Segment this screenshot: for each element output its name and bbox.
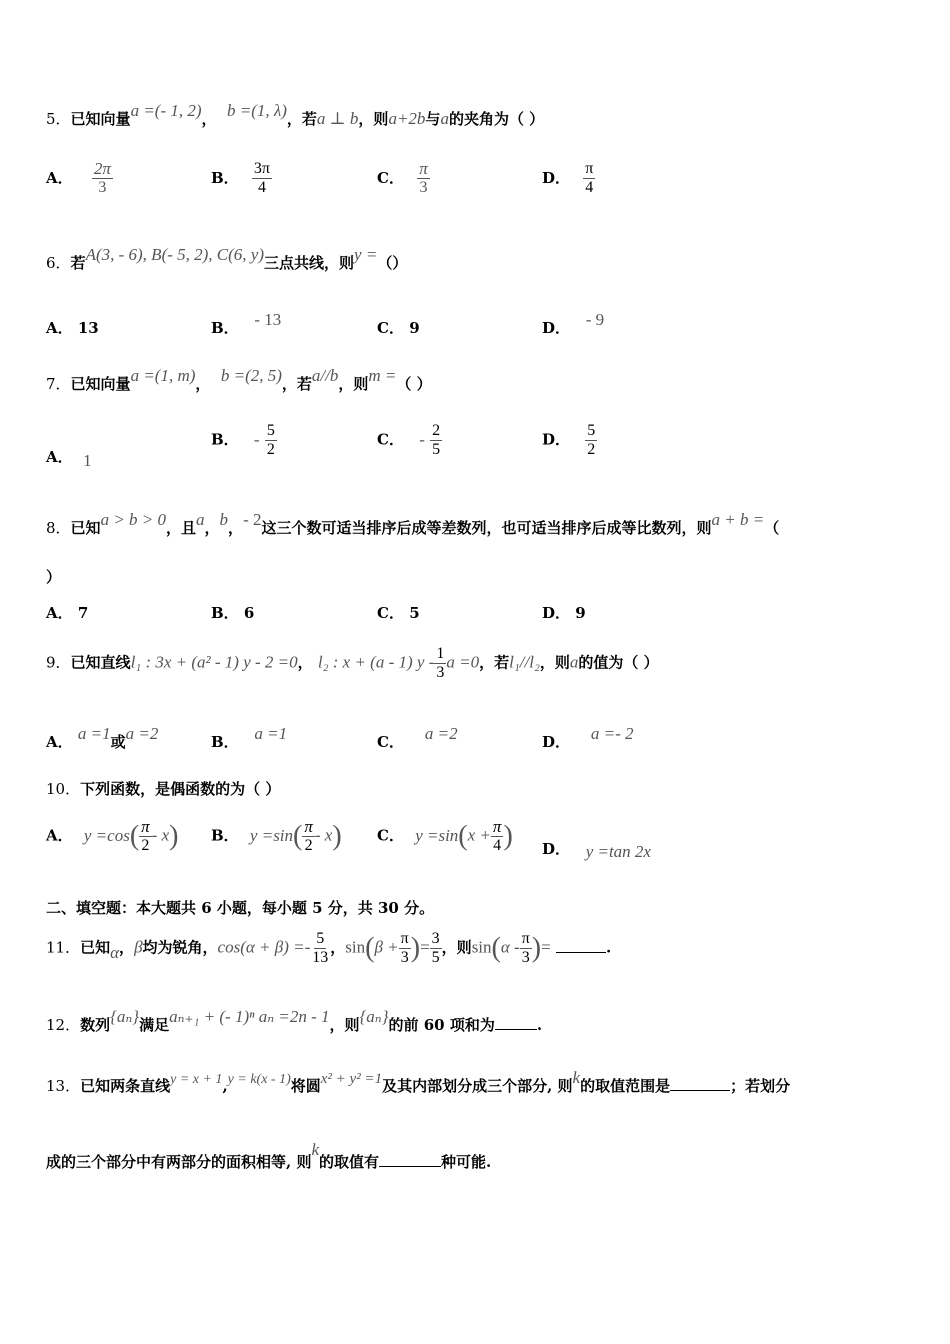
- q9-option-a[interactable]: A． a =1或a =2: [46, 724, 159, 751]
- question-number: 11．: [46, 938, 81, 957]
- q8-option-b[interactable]: B． 6: [211, 604, 255, 622]
- question-number: 13．: [46, 1077, 81, 1095]
- q7-option-d[interactable]: D． $\frac{5}{2}$: [542, 422, 596, 458]
- q5-option-a[interactable]: A． $\frac{2\pi}{3}$: [46, 159, 111, 196]
- q6-option-d[interactable]: D． - 9: [542, 310, 605, 337]
- q8-option-a[interactable]: A． 7: [46, 604, 89, 622]
- question-number: 8．: [46, 519, 71, 537]
- question-8: 8．已知a > b > 0，且a，b，- 2这三个数可适当排序后成等差数列，也可适当排序后成等比数列，则a + b =（: [46, 510, 780, 537]
- question-12: 12．数列{aₙ}满足aₙ₊₁ + (- 1)ⁿ aₙ =2n - 1，则{aₙ}的前 60 项和为 .: [46, 1007, 543, 1034]
- q7-option-b[interactable]: B． - $\frac{5}{2}$: [211, 422, 275, 458]
- question-7: 7．已知向量a =(1, m)， b =(2, 5)，若a//b，则m =（ ）: [46, 366, 432, 393]
- vector-b: b =(1, λ): [226, 101, 287, 120]
- question-number: 10．: [46, 780, 81, 798]
- question-13-cont: 成的三个部分中有两部分的面积相等, 则k的取值有 种可能.: [46, 1140, 492, 1171]
- question-13: 13．已知两条直线y = x + 1,y = k(x - 1)将圆x² + y² =1及其内部划分成三个部分, 则k的取值范围是 ；若划分: [46, 1068, 791, 1095]
- answer-blank[interactable]: [670, 1089, 730, 1091]
- question-8-cont: ）: [46, 568, 62, 586]
- question-number: 6．: [46, 254, 71, 272]
- q5-option-b[interactable]: B． $\frac{3\pi}{4}$: [211, 160, 270, 196]
- answer-blank[interactable]: [495, 1028, 537, 1030]
- q6-option-a[interactable]: A． 13: [46, 319, 99, 337]
- q6-option-c[interactable]: C． 9: [377, 319, 420, 337]
- q8-option-d[interactable]: D． 9: [542, 604, 586, 622]
- q8-option-c[interactable]: C． 5: [377, 604, 420, 622]
- q10-option-a[interactable]: A． y =cos( $\frac{\pi}{2}$ - x): [46, 817, 179, 854]
- q6-option-b[interactable]: B． - 13: [211, 310, 282, 337]
- question-11: 11．已知α，β均为锐角，cos(α + β) =- $\frac{5}{13}$ ，sin(β + $\frac{\pi}{3}$ )= $\frac{3}{5}$ ，则sin(α - $\frac{\pi}{3}$ )= .: [46, 930, 612, 966]
- question-number: 9．: [46, 653, 71, 672]
- q9-option-b[interactable]: B． a =1: [211, 724, 288, 751]
- q10-option-c[interactable]: C． y =sin(x + $\frac{\pi}{4}$ ): [377, 817, 513, 854]
- q9-option-c[interactable]: C． a =2: [377, 724, 458, 751]
- question-10: 10．下列函数，是偶函数的为（ ）: [46, 780, 281, 798]
- q10-option-b[interactable]: B． y =sin( $\frac{\pi}{2}$ - x): [211, 817, 342, 854]
- answer-blank[interactable]: [379, 1165, 441, 1167]
- question-6: 6．若A(3, - 6), B(- 5, 2), C(6, y)三点共线，则y =（）: [46, 245, 408, 272]
- section-2-title: 二、填空题：本大题共 6 小题，每小题 5 分，共 30 分。: [46, 899, 435, 917]
- q7-option-a[interactable]: A． 1: [46, 448, 92, 470]
- question-number: 5．: [46, 110, 71, 128]
- question-9: 9．已知直线l₁ : 3x + (a² - 1) y - 2 =0， l₂ : x + (a - 1) y - $\frac{1}{3}$ a =0，若l₁//l₂，则a的值为（ ）: [46, 645, 659, 681]
- answer-blank[interactable]: [556, 951, 606, 953]
- question-number: 7．: [46, 375, 71, 393]
- vector-a: a =(- 1, 2): [130, 101, 202, 120]
- q7-option-c[interactable]: C． - $\frac{2}{5}$: [377, 422, 441, 458]
- question-number: 12．: [46, 1016, 81, 1034]
- q5-option-c[interactable]: C． $\frac{\pi}{3}$: [377, 159, 428, 196]
- q9-option-d[interactable]: D． a =- 2: [542, 724, 634, 751]
- q5-option-d[interactable]: D． $\frac{\pi}{4}$: [542, 160, 594, 196]
- question-5: 5．已知向量a =(- 1, 2)， b =(1, λ)，若a ⊥ b，则a+2b与a的夹角为（ ）: [46, 101, 545, 128]
- q10-option-d[interactable]: D． y =tan 2x: [542, 840, 651, 861]
